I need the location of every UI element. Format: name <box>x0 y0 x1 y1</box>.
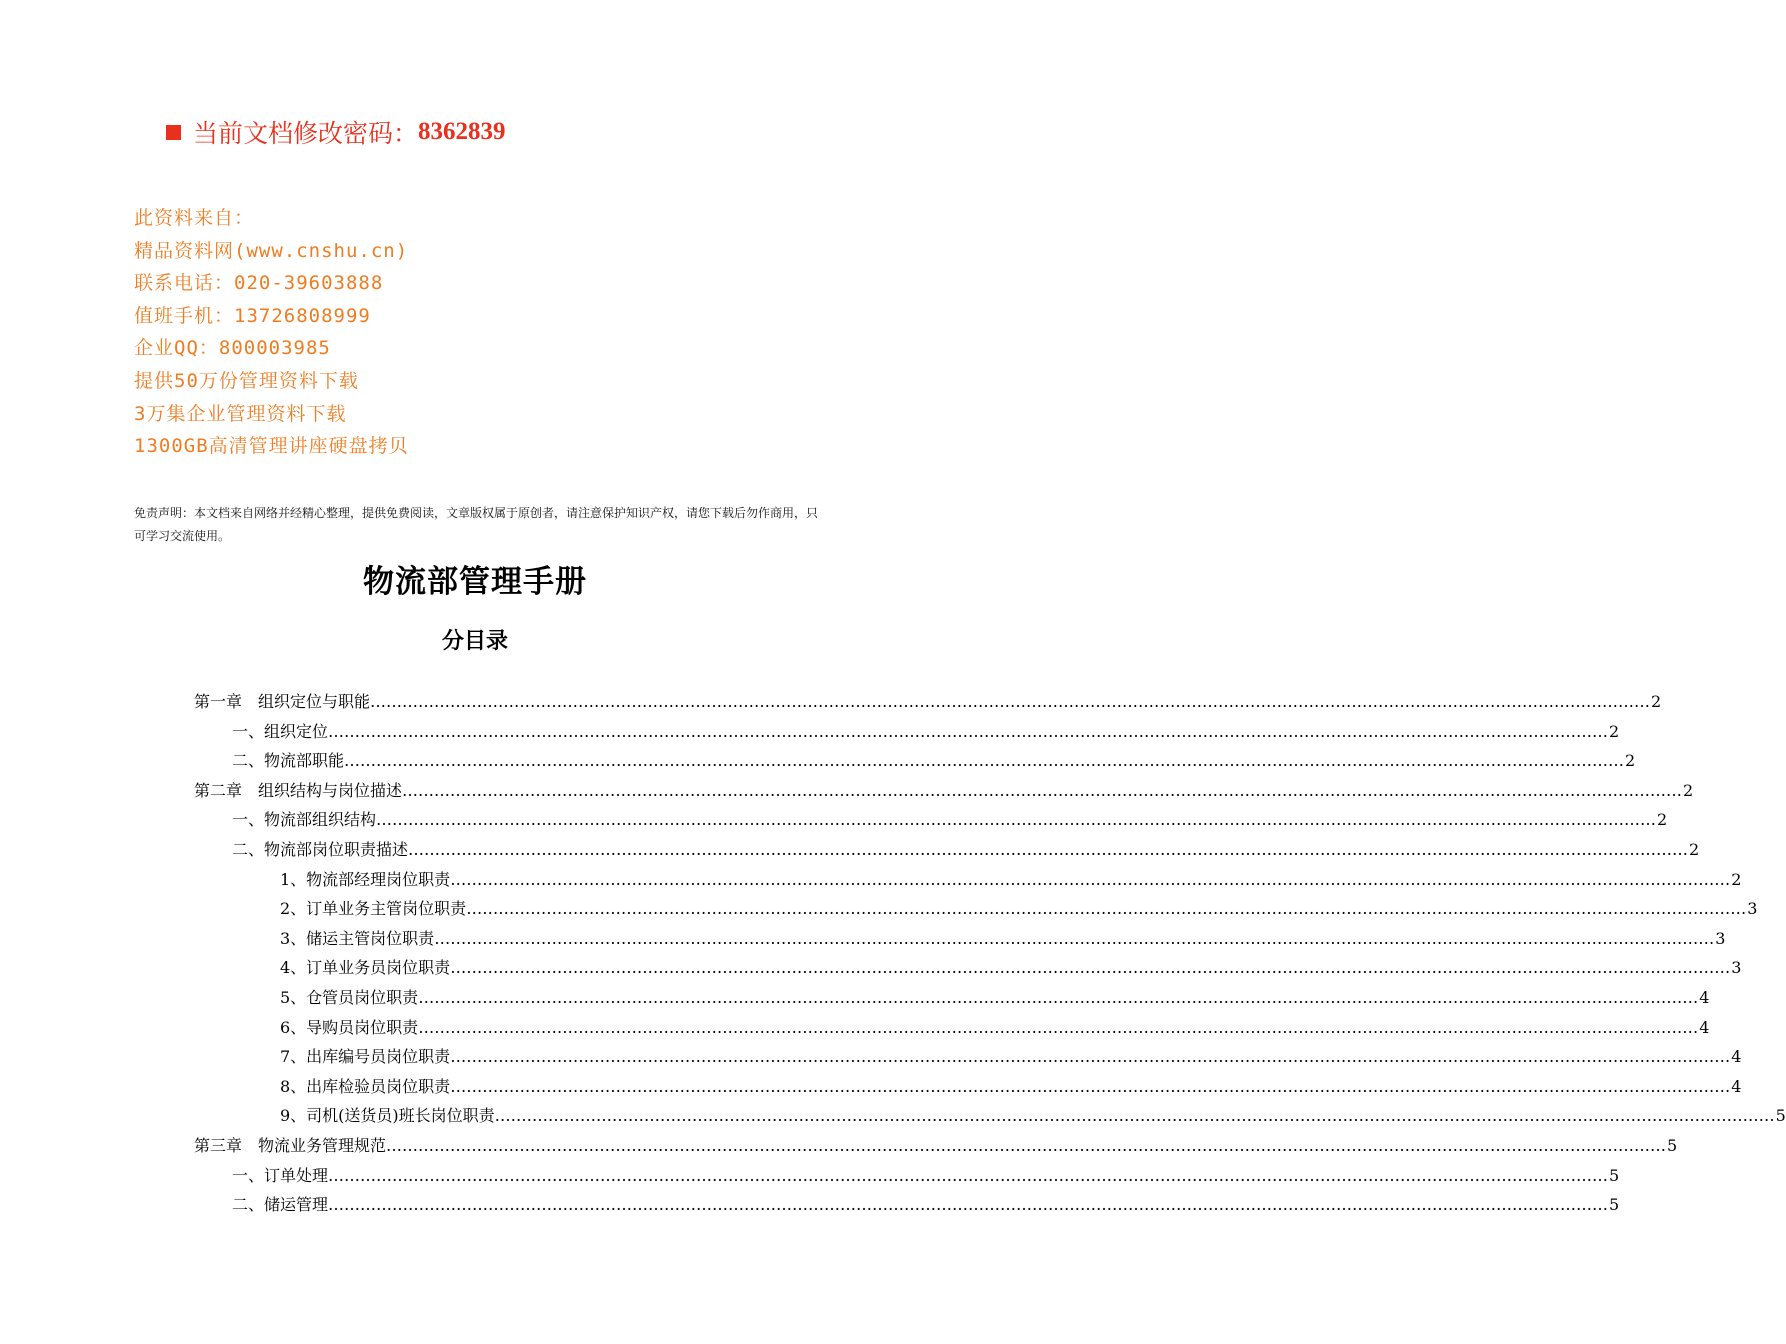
toc-entry-line <box>280 953 1742 983</box>
toc-leader-dots: …………………………………………………………………………………………………………………………………………………………………………………………………………………… <box>402 780 1683 800</box>
toc-entry-title: 二、物流部岗位职责描述 <box>232 835 408 865</box>
disclaimer-text: 免责声明：本文档来自网络并经精心整理，提供免费阅读，文章版权属于原创者，请注意保护知识产权，请您下载后勿作商用，只可学习交流使用。 <box>134 506 819 543</box>
toc-entry-title: 二、物流部职能 <box>232 746 344 776</box>
toc-page-number: 3 <box>1747 899 1758 919</box>
source-line: 3万集企业管理资料下载 <box>134 402 347 425</box>
source-info-block <box>134 202 409 463</box>
bullet-square-icon <box>166 125 181 140</box>
toc-entry-line <box>194 687 1662 717</box>
toc-leader-dots: …………………………………………………………………………………………………………………………………………………………………………………………………………………… <box>450 958 1731 978</box>
toc-entry-line <box>280 865 1742 895</box>
toc-entry-line <box>280 983 1710 1013</box>
toc-page-number: 5 <box>1667 1135 1678 1155</box>
toc-entry-line <box>280 1072 1742 1102</box>
toc-entry[interactable] <box>0 1072 1742 1102</box>
toc-entry[interactable] <box>0 983 1710 1013</box>
toc-entry-line <box>232 1190 1620 1220</box>
toc-entry[interactable] <box>0 865 1742 895</box>
password-label: 当前文档修改密码： <box>193 119 419 148</box>
source-line: 值班手机：13726808999 <box>134 304 371 327</box>
toc-entry-title: 5、仓管员岗位职责 <box>280 983 418 1013</box>
toc-entry-line <box>280 924 1726 954</box>
toc-leader-dots: …………………………………………………………………………………………………………………………………………………………………………………………………………………… <box>450 1047 1731 1067</box>
toc-leader-dots: …………………………………………………………………………………………………………………………………………………………………………………………………………………… <box>370 692 1651 711</box>
toc-entry-title: 8、出库检验员岗位职责 <box>280 1072 450 1102</box>
toc-entry[interactable] <box>0 746 1636 776</box>
source-line: 精品资料网(www.cnshu.cn) <box>134 239 409 262</box>
toc-entry-title: 1、物流部经理岗位职责 <box>280 865 450 895</box>
toc-page-number: 2 <box>1625 751 1636 771</box>
toc-entry-title: 9、司机(送货员)班长岗位职责 <box>280 1101 495 1131</box>
toc-entry[interactable] <box>0 1101 1786 1131</box>
toc-leader-dots: …………………………………………………………………………………………………………………………………………………………………………………………………………………… <box>418 987 1699 1007</box>
toc-entry-line <box>280 894 1758 924</box>
toc-entry-title: 第三章 物流业务管理规范 <box>194 1131 386 1161</box>
source-line: 此资料来自： <box>134 207 255 229</box>
toc-leader-dots: …………………………………………………………………………………………………………………………………………………………………………………………………………………… <box>450 1076 1731 1096</box>
toc-heading: 分目录 <box>441 629 508 654</box>
toc-page-number: 4 <box>1731 1047 1742 1067</box>
toc-page-number: 2 <box>1683 780 1694 800</box>
toc-entry[interactable] <box>0 805 1668 835</box>
toc-page-number: 4 <box>1699 987 1710 1007</box>
toc-entry-title: 6、导购员岗位职责 <box>280 1013 418 1043</box>
toc-entry[interactable] <box>0 953 1742 983</box>
toc-leader-dots: …………………………………………………………………………………………………………………………………………………………………………………………………………………… <box>328 1165 1609 1185</box>
source-line: 联系电话：020-39603888 <box>134 272 384 295</box>
toc-entry[interactable] <box>0 1161 1620 1191</box>
toc-entry-title: 第一章 组织定位与职能 <box>194 687 370 717</box>
toc-leader-dots: …………………………………………………………………………………………………………………………………………………………………………………………………………………… <box>466 899 1747 919</box>
toc-entry[interactable] <box>0 1190 1620 1220</box>
source-line: 1300GB高清管理讲座硬盘拷贝 <box>134 435 409 458</box>
toc-entry[interactable] <box>0 776 1694 806</box>
toc-entry[interactable] <box>0 894 1758 924</box>
toc-entry[interactable] <box>0 1131 1678 1161</box>
toc-leader-dots: …………………………………………………………………………………………………………………………………………………………………………………………………………………… <box>376 810 1657 830</box>
toc-entry[interactable] <box>0 835 1700 865</box>
toc-page-number: 4 <box>1699 1017 1710 1037</box>
toc-leader-dots: …………………………………………………………………………………………………………………………………………………………………………………………………………………… <box>408 839 1689 859</box>
toc-entry[interactable] <box>0 717 1620 747</box>
toc-page-number: 2 <box>1731 869 1742 889</box>
toc-page-number: 5 <box>1609 1165 1620 1185</box>
toc-leader-dots: …………………………………………………………………………………………………………………………………………………………………………………………………………………… <box>328 721 1609 741</box>
toc-page-number: 3 <box>1715 928 1726 948</box>
toc-entry-line <box>232 746 1636 776</box>
source-line: 企业QQ：800003985 <box>134 337 331 360</box>
table-of-contents <box>0 687 1786 1220</box>
toc-page-number: 4 <box>1731 1076 1742 1096</box>
toc-entry-line <box>280 1101 1786 1131</box>
toc-entry-title: 一、物流部组织结构 <box>232 805 376 835</box>
toc-entry-title: 第二章 组织结构与岗位描述 <box>194 776 402 806</box>
toc-entry-title: 二、储运管理 <box>232 1190 328 1220</box>
toc-page-number: 2 <box>1651 692 1662 711</box>
toc-entry-line <box>232 717 1620 747</box>
toc-page-number: 2 <box>1689 839 1700 859</box>
toc-leader-dots: …………………………………………………………………………………………………………………………………………………………………………………………………………………… <box>434 928 1715 948</box>
toc-entry-title: 3、储运主管岗位职责 <box>280 924 434 954</box>
password-value: 8362839 <box>418 118 506 145</box>
toc-entry-line <box>232 835 1700 865</box>
document-title: 物流部管理手册 <box>363 564 587 600</box>
source-line: 提供50万份管理资料下载 <box>134 369 359 392</box>
toc-entry-line <box>232 805 1668 835</box>
toc-entry-title: 4、订单业务员岗位职责 <box>280 953 450 983</box>
toc-leader-dots: …………………………………………………………………………………………………………………………………………………………………………………………………………………… <box>494 1106 1775 1126</box>
toc-entry[interactable] <box>0 687 1662 717</box>
toc-leader-dots: …………………………………………………………………………………………………………………………………………………………………………………………………………………… <box>344 751 1625 771</box>
toc-leader-dots: …………………………………………………………………………………………………………………………………………………………………………………………………………………… <box>450 869 1731 889</box>
toc-entry[interactable] <box>0 1013 1710 1043</box>
toc-leader-dots: …………………………………………………………………………………………………………………………………………………………………………………………………………………… <box>418 1017 1699 1037</box>
toc-entry-title: 7、出库编号员岗位职责 <box>280 1042 450 1072</box>
toc-page-number: 5 <box>1775 1106 1786 1126</box>
password-line <box>166 114 506 150</box>
toc-entry-line <box>232 1161 1620 1191</box>
toc-entry-title: 一、组织定位 <box>232 717 328 747</box>
toc-page-number: 2 <box>1657 810 1668 830</box>
toc-entry-title: 2、订单业务主管岗位职责 <box>280 894 466 924</box>
toc-entry-line <box>194 1131 1678 1161</box>
toc-entry[interactable] <box>0 1042 1742 1072</box>
toc-entry-line <box>280 1042 1742 1072</box>
toc-page-number: 5 <box>1609 1195 1620 1215</box>
toc-entry-title: 一、订单处理 <box>232 1161 328 1191</box>
toc-entry-line <box>280 1013 1710 1043</box>
toc-leader-dots: …………………………………………………………………………………………………………………………………………………………………………………………………………………… <box>386 1135 1667 1155</box>
toc-entry-line <box>194 776 1694 806</box>
toc-page-number: 2 <box>1609 721 1620 741</box>
toc-page-number: 3 <box>1731 958 1742 978</box>
toc-leader-dots: …………………………………………………………………………………………………………………………………………………………………………………………………………………… <box>328 1195 1609 1215</box>
toc-entry[interactable] <box>0 924 1726 954</box>
